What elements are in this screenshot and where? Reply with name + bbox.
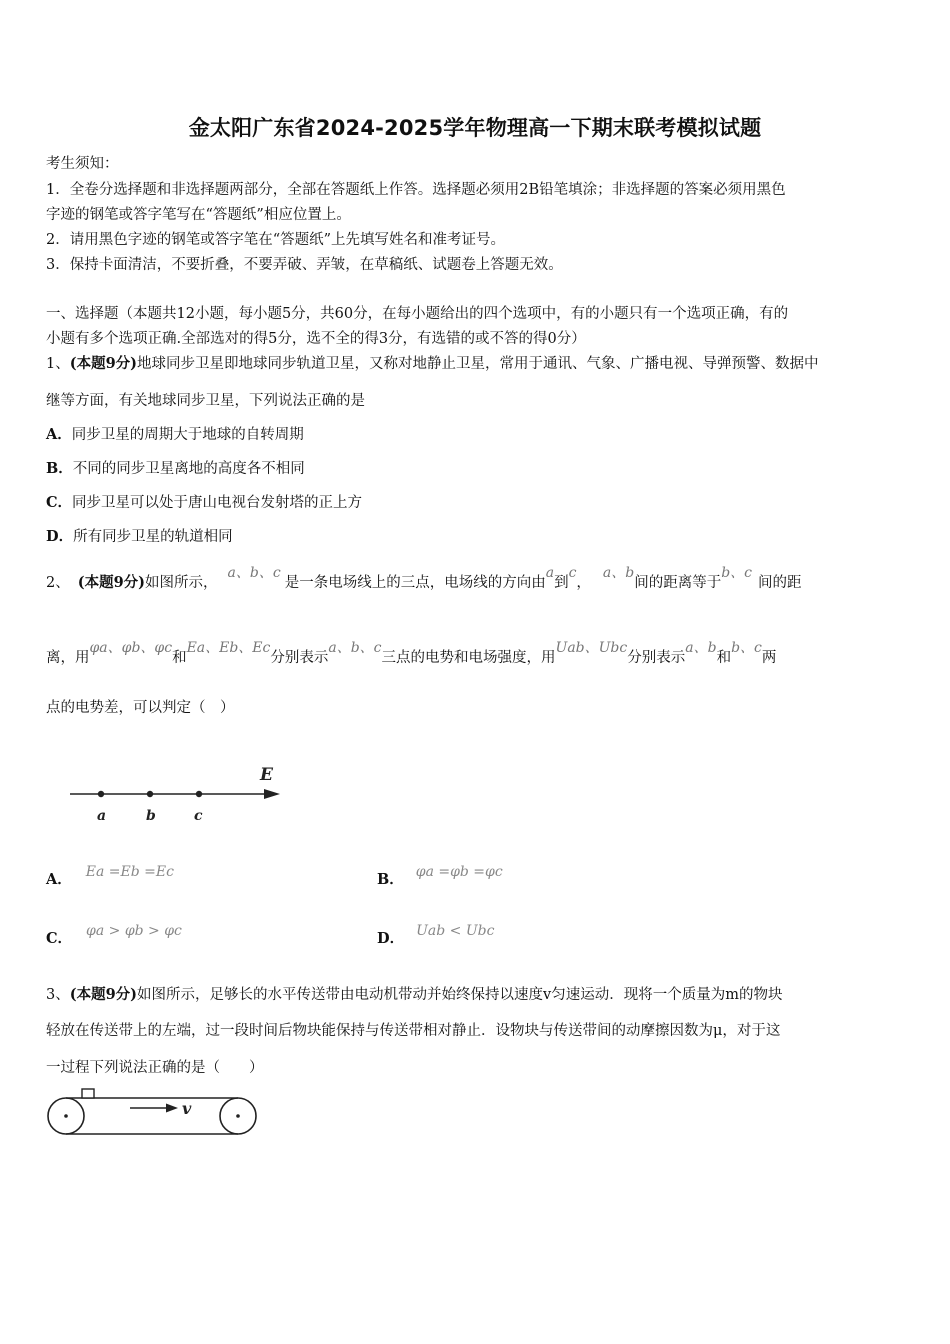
notice-item: 2．请用黑色字迹的钢笔或答字笔在“答题纸”上先填写姓名和准考证号。 bbox=[46, 232, 506, 248]
conveyor-belt-figure bbox=[44, 1086, 264, 1142]
q1-option-c[interactable] bbox=[46, 491, 362, 512]
velocity-label: v bbox=[182, 1099, 192, 1118]
question-2-stem-end: 点的电势差，可以判定（ ） bbox=[46, 700, 235, 716]
math-point: a bbox=[545, 565, 555, 581]
question-text: 分别表示 bbox=[627, 650, 686, 666]
question-text: 如图所示，足够长的水平传送带由电动机带动并始终保持以速度v匀速运动．现将一个质量为m的物块 bbox=[137, 987, 783, 1003]
question-text: 两 bbox=[761, 650, 777, 666]
question-text: 是一条电场线上的三点，电场线的方向由 bbox=[284, 575, 546, 591]
option-label: B． bbox=[377, 871, 404, 888]
question-text: 如图所示， bbox=[145, 575, 218, 591]
question-3-stem bbox=[46, 983, 908, 1004]
question-text: 和 bbox=[716, 650, 732, 666]
point-b-label: b bbox=[146, 808, 156, 824]
notice-item: 1．全卷分选择题和非选择题两部分，全部在答题纸上作答。选择题必须用2B铅笔填涂；非选择题的答案必须用黑色 bbox=[46, 182, 786, 198]
q2-option-c[interactable] bbox=[46, 923, 182, 948]
question-number: 3、 bbox=[46, 987, 70, 1003]
question-score: (本题9分) bbox=[69, 355, 138, 372]
math-potentials: φa、φb、φc bbox=[89, 640, 173, 656]
q2-option-d[interactable] bbox=[377, 923, 495, 948]
option-label: D． bbox=[377, 930, 405, 947]
section-instructions: 一、选择题（本题共12小题，每小题5分，共60分，在每小题给出的四个选项中，有的小题只有一个选项正确，有的 bbox=[46, 306, 789, 322]
q1-option-a[interactable] bbox=[46, 423, 304, 444]
math-voltages: Uab、Ubc bbox=[555, 640, 628, 656]
question-text: 间的距离等于 bbox=[634, 575, 722, 591]
velocity-arrow-icon bbox=[166, 1104, 178, 1113]
option-label: D． bbox=[46, 528, 74, 545]
notice-heading: 考生须知： bbox=[46, 156, 119, 172]
point-c-label: c bbox=[194, 808, 203, 824]
notice-item: 字迹的钢笔或答字笔写在“答题纸”相应位置上。 bbox=[46, 207, 351, 223]
math-point: c bbox=[568, 565, 577, 581]
electric-field-figure bbox=[66, 760, 296, 830]
option-expr: φa > φb > φc bbox=[86, 923, 182, 939]
question-text: ， bbox=[576, 575, 591, 591]
question-text: 地球同步卫星即地球同步轨道卫星，又称对地静止卫星，常用于通讯、气象、广播电视、导弹预警、数据中 bbox=[137, 356, 819, 372]
right-pulley-axle bbox=[236, 1114, 240, 1118]
point-a-dot bbox=[98, 791, 104, 797]
page-title: 金太阳广东省2024-2025学年物理高一下期末联考模拟试题 bbox=[188, 116, 762, 140]
point-b-dot bbox=[147, 791, 153, 797]
left-pulley-axle bbox=[64, 1114, 68, 1118]
question-text: 到 bbox=[554, 575, 569, 591]
option-expr: Uab < Ubc bbox=[416, 923, 495, 939]
option-expr: φa =φb =φc bbox=[415, 864, 503, 880]
option-label: A． bbox=[46, 871, 72, 888]
math-points: a、b bbox=[685, 640, 717, 656]
option-label: A． bbox=[46, 426, 72, 443]
math-points: a、b、c bbox=[227, 565, 281, 581]
question-2-stem-cont bbox=[46, 640, 916, 667]
option-text: 所有同步卫星的轨道相同 bbox=[73, 529, 233, 545]
question-text: 离，用 bbox=[46, 650, 90, 666]
option-label: B． bbox=[46, 460, 73, 477]
question-3-stem-end: 一过程下列说法正确的是（ ） bbox=[46, 1060, 264, 1076]
question-text: 间的距 bbox=[758, 575, 802, 591]
point-a-label: a bbox=[97, 808, 107, 824]
math-points: a、b bbox=[602, 565, 635, 581]
question-text: 和 bbox=[172, 650, 187, 666]
option-label: C． bbox=[46, 930, 73, 947]
field-label: E bbox=[260, 765, 273, 785]
math-points: a、b、c bbox=[328, 640, 382, 656]
option-text: 同步卫星的周期大于地球的自转周期 bbox=[71, 427, 304, 443]
q2-option-a[interactable] bbox=[46, 864, 174, 889]
question-number: 1、 bbox=[46, 356, 70, 372]
question-text: 分别表示 bbox=[270, 650, 329, 666]
math-fields: Ea、Eb、Ec bbox=[186, 640, 271, 656]
question-2-stem bbox=[46, 565, 912, 592]
question-1-stem bbox=[46, 352, 908, 373]
math-points: b、c bbox=[731, 640, 762, 656]
question-3-stem-cont: 轻放在传送带上的左端，过一段时间后物块能保持与传送带相对静止．设物块与传送带间的动摩擦因数为μ，对于这 bbox=[46, 1023, 781, 1039]
question-text: 三点的电势和电场强度，用 bbox=[381, 650, 556, 666]
option-text: 同步卫星可以处于唐山电视台发射塔的正上方 bbox=[72, 495, 363, 511]
question-score: (本题9分) bbox=[77, 574, 146, 591]
q2-option-b[interactable] bbox=[377, 864, 503, 889]
option-text: 不同的同步卫星离地的高度各不相同 bbox=[72, 461, 305, 477]
question-1-stem-cont: 继等方面，有关地球同步卫星，下列说法正确的是 bbox=[46, 393, 365, 409]
field-arrow-icon bbox=[264, 789, 280, 799]
section-instructions: 小题有多个选项正确.全部选对的得5分，选不全的得3分，有选错的或不答的得0分） bbox=[46, 331, 586, 347]
option-label: C． bbox=[46, 494, 73, 511]
question-number: 2、 bbox=[46, 575, 70, 591]
q1-option-d[interactable] bbox=[46, 525, 233, 546]
question-score: (本题9分) bbox=[69, 986, 138, 1003]
notice-item: 3．保持卡面清洁，不要折叠，不要弄破、弄皱，在草稿纸、试题卷上答题无效。 bbox=[46, 257, 563, 273]
block bbox=[82, 1089, 94, 1098]
math-points: b、c bbox=[721, 565, 753, 581]
point-c-dot bbox=[196, 791, 202, 797]
q1-option-b[interactable] bbox=[46, 457, 305, 478]
option-expr: Ea =Eb =Ec bbox=[85, 864, 174, 880]
